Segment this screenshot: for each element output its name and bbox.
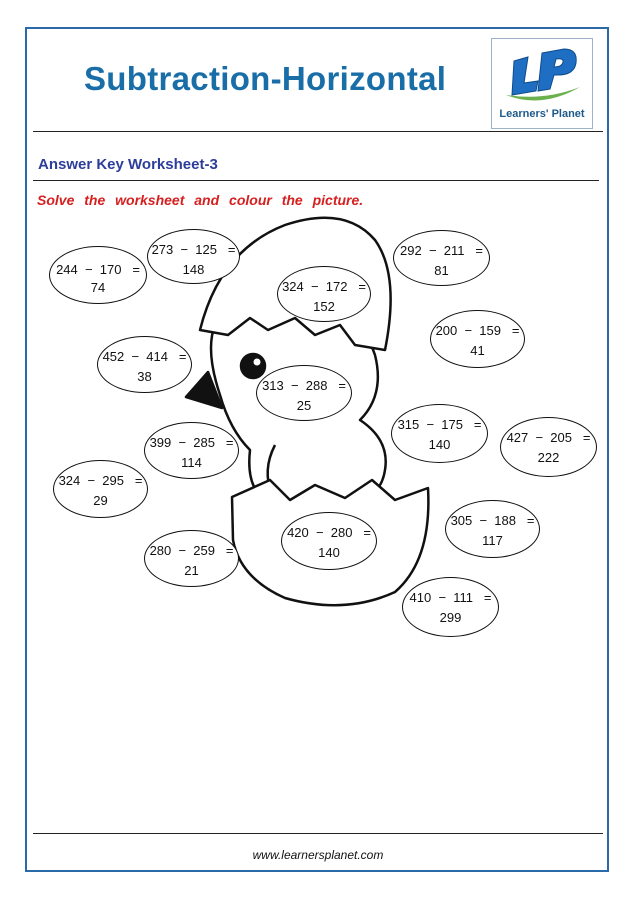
problem-answer: 29 xyxy=(93,493,108,508)
problem-expression: 200 − 159 = xyxy=(435,323,520,338)
worksheet-title: Subtraction-Horizontal xyxy=(84,60,447,97)
problem-bubble xyxy=(281,512,377,570)
problem-answer: 25 xyxy=(296,398,312,413)
problem-bubble xyxy=(144,530,239,587)
problem-expression: 273 − 125 = xyxy=(151,242,236,257)
problem-bubble xyxy=(277,266,371,322)
problem-bubble xyxy=(144,422,239,479)
problem-answer: 117 xyxy=(482,533,503,548)
problem-bubble xyxy=(49,246,147,304)
problem-answer: 148 xyxy=(182,262,205,277)
problem-bubble xyxy=(256,365,352,421)
problem-answer: 21 xyxy=(184,563,199,578)
problem-bubble xyxy=(393,230,490,286)
problem-answer: 140 xyxy=(428,437,451,452)
problem-expression: 324 − 172 = xyxy=(282,279,366,294)
problem-bubble xyxy=(500,417,597,477)
problem-bubble xyxy=(97,336,192,393)
problem-bubble xyxy=(147,229,240,284)
problem-expression: 399 − 285 = xyxy=(149,435,234,450)
problem-expression: 292 − 211 = xyxy=(400,243,483,258)
logo-text: Learners' Planet xyxy=(499,108,585,120)
worksheet-subtitle: Answer Key Worksheet-3 xyxy=(38,156,218,173)
problem-expression: 427 − 205 = xyxy=(506,430,591,445)
problem-answer: 81 xyxy=(434,263,449,278)
problem-answer: 152 xyxy=(313,299,335,314)
problem-answer: 222 xyxy=(537,450,560,465)
problem-expression: 313 − 288 = xyxy=(262,378,346,393)
problem-answer: 299 xyxy=(439,610,462,625)
footer-url: www.learnersplanet.com xyxy=(252,848,384,862)
problem-expression: 280 − 259 = xyxy=(149,543,234,558)
problem-bubble xyxy=(445,500,540,558)
problem-expression: 315 − 175 = xyxy=(397,417,482,432)
problem-expression: 324 − 295 = xyxy=(58,473,143,488)
problem-expression: 410 − 111 = xyxy=(409,590,492,605)
problem-expression: 244 − 170 = xyxy=(56,262,140,277)
problem-expression: 420 − 280 = xyxy=(287,525,371,540)
problem-bubble xyxy=(53,460,148,518)
problem-answer: 41 xyxy=(470,343,485,358)
problem-answer: 38 xyxy=(137,369,152,384)
problem-expression: 452 − 414 = xyxy=(102,349,187,364)
problem-expression: 305 − 188 = xyxy=(450,513,535,528)
problem-answer: 140 xyxy=(318,545,340,560)
problem-bubble xyxy=(391,404,488,463)
problem-bubble xyxy=(430,310,525,368)
footer-divider xyxy=(33,833,603,834)
instruction-text: Solve the worksheet and colour the picture. xyxy=(37,192,364,208)
problem-answer: 114 xyxy=(181,455,202,470)
problem-bubble xyxy=(402,577,499,637)
problem-answer: 74 xyxy=(90,280,106,295)
